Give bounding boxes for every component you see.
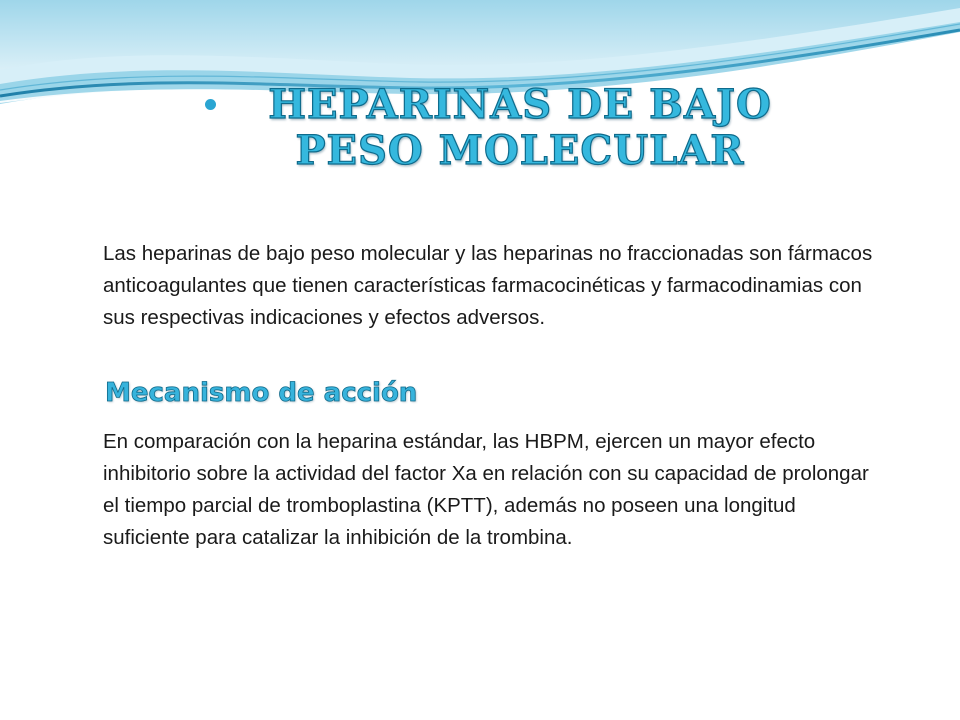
intro-paragraph: Las heparinas de bajo peso molecular y las heparinas no fraccionadas son fármacos anticoagulantes que tienen características farmacocinéticas y farmacodinamias con sus respectivas indicaciones y efectos adversos. <box>103 242 873 329</box>
page-title: HEPARINAS DE BAJO PESO MOLECULAR <box>268 81 772 174</box>
mechanism-paragraph: En comparación con la heparina estándar, las HBPM, ejercen un mayor efecto inhibitorio sobre la actividad del factor Xa en relación con su capacidad de prolongar el tiempo parcial de tromboplastina (KPTT), además no poseen una longitud suficiente para catalizar la inhibición de la trombina. <box>103 430 869 549</box>
section-heading: Mecanismo de acción <box>105 378 418 408</box>
